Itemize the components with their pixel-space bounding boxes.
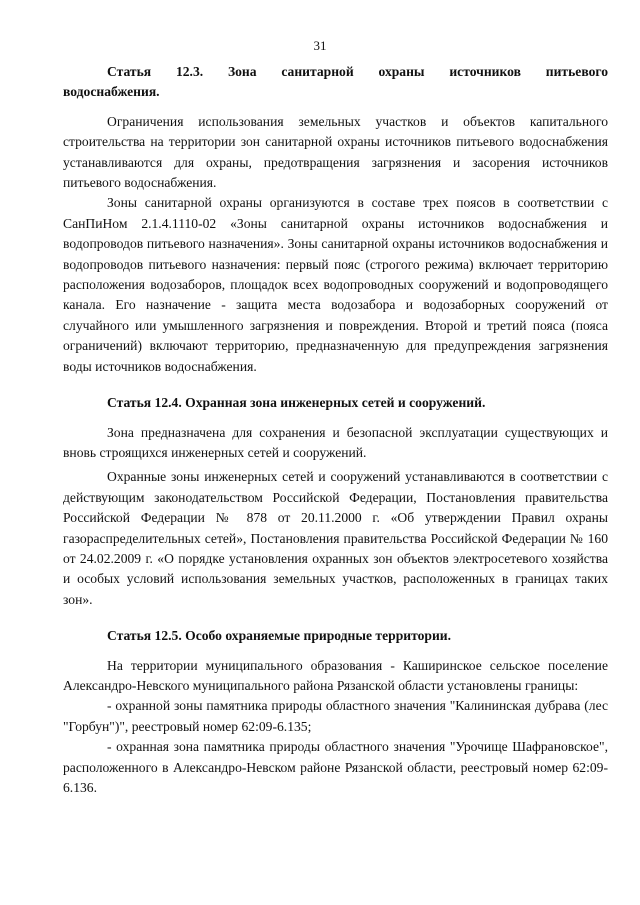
section-heading-12-3-line1: Статья 12.3. Зона санитарной охраны источников питьевого — [107, 64, 608, 79]
list-item: - охранная зона памятника природы областного значения "Урочище Шафрановское", расположенного в Александро-Невском районе Рязанской области, реестровый номер 62:09-6.136. — [63, 739, 608, 795]
section-heading-12-5: Статья 12.5. Особо охраняемые природные территории. — [107, 628, 452, 644]
section-heading-12-4: Статья 12.4. Охранная зона инженерных сетей и сооружений. — [107, 395, 486, 411]
section-heading-12-3-line2: водоснабжения. — [63, 84, 160, 100]
paragraph: Зона предназначена для сохранения и безопасной эксплуатации существующих и вновь строящихся инженерных сетей и сооружений. — [63, 424, 608, 460]
list-item: - охранной зоны памятника природы областного значения "Калининская дубрава (лес "Горбун")", реестровый номер 62:09-6.135; — [63, 698, 608, 734]
paragraph: Зоны санитарной охраны организуются в составе трех поясов в соответствии с СанПиНом 2.1.4.1110-02 «Зоны санитарной охраны источников водоснабжения и водопроводов питьевого назначения». Зоны санитарной охраны источников водоснабжения и водопроводов питьевого назначения: первый пояс (строгого режима) включает территорию расположения водозаборов, площадок всех водопроводных сооружений и водопроводящего канала. Его назначение - защита места водозабора и водозаборных сооружений от случайного или умышленного загрязнения и повреждения. Второй и третий пояса (пояса ограничений) включают территорию, предназначенную для предупреждения загрязнения воды источников водоснабжения. — [63, 195, 608, 374]
document-body — [63, 62, 608, 798]
paragraph: На территории муниципального образования - Каширинское сельское поселение Александро-Невского муниципального района Рязанской области установлены границы: — [63, 657, 608, 693]
paragraph: Ограничения использования земельных участков и объектов капитального строительства на территории зон санитарной охраны источников питьевого водоснабжения устанавливаются для охраны, предотвращения загрязнения и засорения источников питьевого водоснабжения. — [63, 113, 608, 191]
page-number: 31 — [313, 38, 327, 53]
section-heading-12-3 — [63, 62, 608, 103]
paragraph: Охранные зоны инженерных сетей и сооружений устанавливаются в соответствии с действующим законодательством Российской Федерации, Постановления правительства Российской Федерации № 878 от 20.11.2000 г. «Об утверждении Правил охраны газораспределительных сетей», Постановления правительства Российской Федерации № 160 от 24.02.2009 г. «О порядке установления охранных зон объектов электросетевого хозяйства и особых условий использования земельных участков, расположенных в границах таких зон». — [63, 469, 608, 607]
